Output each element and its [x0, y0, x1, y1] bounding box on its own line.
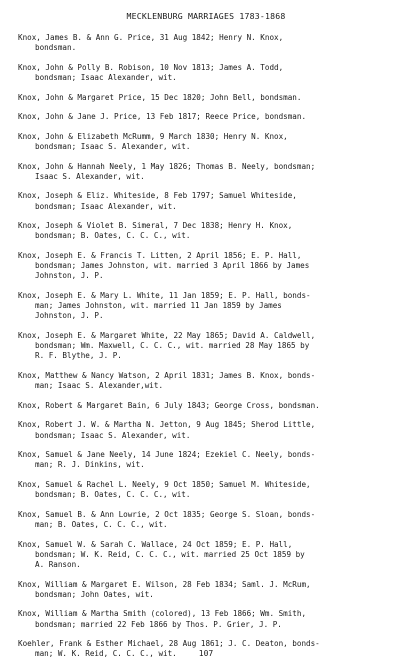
marriage-entries-list	[18, 33, 403, 669]
entry-line: Knox, Joseph & Violet B. Simeral, 7 Dec 1838; Henry H. Knox,	[18, 221, 293, 231]
marriage-entry	[18, 420, 403, 440]
entry-line: bondsman; Isaac S. Alexander, wit.	[35, 141, 191, 151]
entry-line: Knox, John & Elizabeth McRumm, 9 March 1830; Henry N. Knox,	[18, 131, 288, 141]
entry-line: Johnston, J. P.	[35, 271, 104, 281]
entry-line: Knox, Joseph & Eliz. Whiteside, 8 Feb 1797; Samuel Whiteside,	[18, 191, 297, 201]
entry-line: Knox, Joseph E. & Francis T. Litten, 2 April 1856; E. P. Hall,	[18, 250, 302, 260]
entry-line: Knox, William & Margaret E. Wilson, 28 Feb 1834; Saml. J. McRum,	[18, 579, 311, 589]
entry-line: Knox, John & Margaret Price, 15 Dec 1820; John Bell, bondsman.	[18, 92, 302, 102]
entry-line: man; Isaac S. Alexander,wit.	[35, 381, 164, 391]
entry-line: Knox, Joseph E. & Margaret White, 22 May 1865; David A. Caldwell,	[18, 330, 316, 340]
marriage-entry	[18, 580, 403, 600]
entry-line: bondsman; Wm. Maxwell, C. C. C., wit. married 28 May 1865 by	[35, 341, 310, 351]
page-title: MECKLENBURG MARRIAGES 1783-1868	[126, 11, 286, 21]
entry-line: bondsman; Isaac Alexander, wit.	[35, 73, 177, 82]
marriage-entry	[18, 540, 403, 571]
entry-line: Knox, John & Hannah Neely, 1 May 1826; Thomas B. Neely, bondsman;	[18, 161, 316, 171]
marriage-entry	[18, 93, 403, 103]
entry-line: bondsman; W. K. Reid, C. C. C., wit. married 25 Oct 1859 by	[35, 549, 305, 559]
entry-line: bondsman; Isaac S. Alexander, wit.	[35, 430, 191, 440]
entry-line: Isaac S. Alexander, wit.	[35, 171, 145, 181]
marriage-entry	[18, 371, 403, 391]
entry-line: bondsman; Isaac Alexander, wit.	[35, 201, 177, 211]
entry-line: bondsman; John Oates, wit.	[35, 589, 154, 599]
marriage-entry	[18, 331, 403, 362]
entry-line: Knox, William & Martha Smith (colored), 13 Feb 1866; Wm. Smith,	[18, 609, 307, 619]
entry-line: Koehler, Frank & Esther Michael, 28 Aug 1861; J. C. Deaton, bonds-	[18, 639, 320, 649]
marriage-entry	[18, 510, 403, 530]
marriage-entry	[18, 401, 403, 411]
marriage-entry	[18, 480, 403, 500]
entry-line: bondsman.	[35, 43, 77, 53]
entry-line: man; W. K. Reid, C. C. C., wit.	[35, 649, 177, 659]
marriage-entry	[18, 609, 403, 629]
marriage-entry	[18, 33, 403, 53]
entry-line: Knox, Samuel W. & Sarah C. Wallace, 24 Oct 1859; E. P. Hall,	[18, 539, 293, 549]
entry-line: bondsman; James Johnston, wit. married 3 April 1866 by James	[35, 261, 310, 271]
marriage-entry	[18, 251, 403, 282]
entry-line: Knox, John & Jane J. Price, 13 Feb 1817; Reece Price, bondsman.	[18, 112, 307, 122]
entry-line: Knox, James B. & Ann G. Price, 31 Aug 1842; Henry N. Knox,	[18, 33, 284, 42]
marriage-entry	[18, 162, 403, 182]
entry-line: Johnston, J. P.	[35, 311, 104, 321]
entry-line: man; B. Oates, C. C. C., wit.	[35, 519, 168, 529]
entry-line: Knox, Robert & Margaret Bain, 6 July 1843; George Cross, bondsman.	[18, 400, 320, 410]
entry-line: bondsman; B. Oates, C. C. C., wit.	[35, 231, 191, 241]
marriage-entry	[18, 291, 403, 322]
page-number: 107	[198, 649, 214, 658]
entry-line: Knox, Robert J. W. & Martha N. Jetton, 9 Aug 1845; Sherod Little,	[18, 420, 316, 430]
marriage-entry	[18, 132, 403, 152]
entry-line: Knox, Joseph E. & Mary L. White, 11 Jan 1859; E. P. Hall, bonds-	[18, 290, 311, 300]
entry-line: Knox, Matthew & Nancy Watson, 2 April 1831; James B. Knox, bonds-	[18, 370, 316, 380]
marriage-entry	[18, 63, 403, 83]
entry-line: A. Ranson.	[35, 559, 81, 569]
entry-line: R. F. Blythe, J. P.	[35, 351, 122, 361]
entry-line: Knox, Samuel & Rachel L. Neely, 9 Oct 1850; Samuel M. Whiteside,	[18, 479, 311, 489]
entry-line: man; James Johnston, wit. married 11 Jan 1859 by James	[35, 301, 282, 311]
entry-line: bondsman; B. Oates, C. C. C., wit.	[35, 490, 191, 500]
marriage-entry	[18, 112, 403, 122]
entry-line: Knox, Samuel & Jane Neely, 14 June 1824; Ezekiel C. Neely, bonds-	[18, 450, 316, 460]
entry-line: man; R. J. Dinkins, wit.	[35, 460, 145, 470]
marriage-entry	[18, 221, 403, 241]
entry-line: Knox, John & Polly B. Robison, 10 Nov 1813; James A. Todd,	[18, 62, 284, 72]
marriage-entry	[18, 450, 403, 470]
marriage-entry	[18, 191, 403, 211]
entry-line: bondsman; married 22 Feb 1866 by Thos. P. Grier, J. P.	[35, 619, 282, 629]
entry-line: Knox, Samuel B. & Ann Lowrie, 2 Oct 1835; George S. Sloan, bonds-	[18, 509, 316, 519]
